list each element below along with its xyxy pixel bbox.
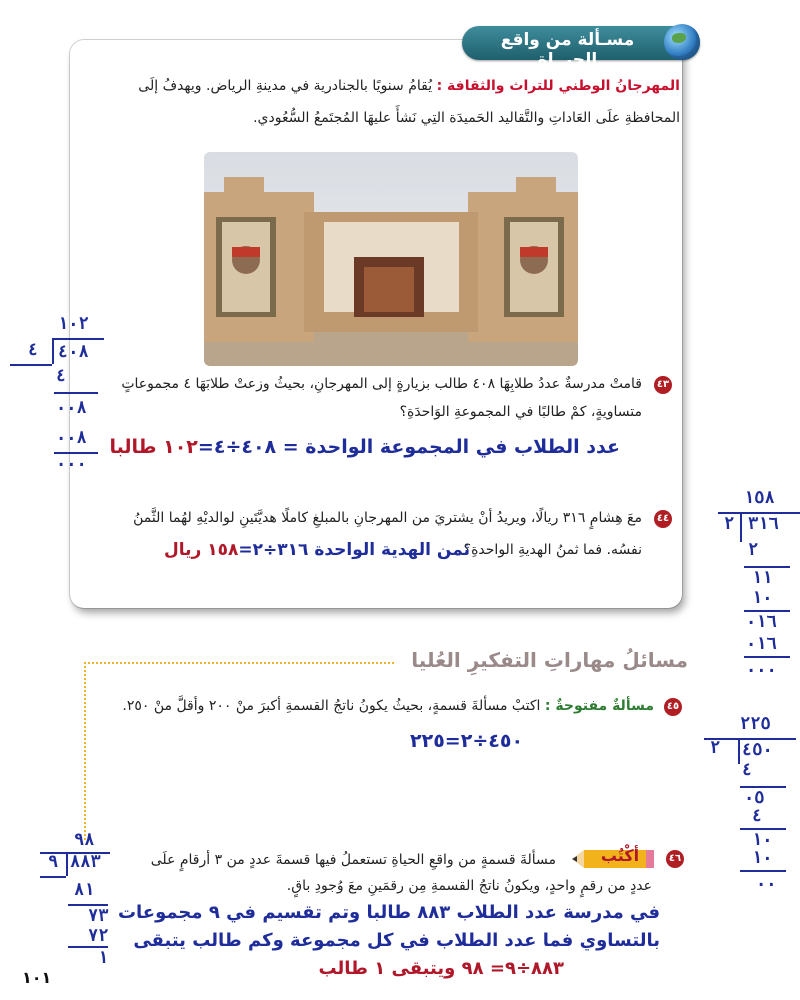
div883-step-3: ٧٢ (88, 926, 109, 946)
write-badge-label: أكْتُب (600, 846, 640, 865)
intro-line-1 (80, 74, 680, 98)
q45-line (54, 694, 654, 718)
banner-title: مسـألة من واقع الحيــاة (500, 30, 635, 70)
div883-quotient: ٩٨ (74, 830, 95, 850)
div883-remainder: ١ (98, 948, 109, 968)
q45-text: اكتبْ مسألةَ قسمةٍ، بحيثُ يكونُ ناتجُ القسمةِ أكبرَ منْ ٢٠٠ وأقلَّ منْ ٢٥٠. (122, 698, 541, 714)
div883-step-1: ٨١ (74, 880, 95, 900)
div316-divisor: ٢ (724, 514, 735, 534)
div883-dividend: ٨٨٣ (70, 852, 101, 872)
q46-line-2: عددٍ من رقمٍ واحدٍ، ويكونُ ناتجُ القسمةِ مِن رقمَينِ معَ وُجودِ باقٍ. (286, 878, 652, 894)
div408-divisor: ٤ (28, 340, 39, 360)
div883-divisor: ٩ (48, 852, 59, 872)
q43-answer-text: عدد الطلاب في المجموعة الواحدة = ٤٠٨÷٤= (197, 436, 620, 458)
intro-highlight: المهرجانُ الوطني للتراث والثقافة : (436, 78, 680, 94)
div450-remainder: ٠٠ (756, 874, 777, 894)
div450-step-4: ١٠ (752, 830, 773, 850)
div450-divisor: ٢ (710, 738, 721, 758)
div316-step-4: ٠١٦ (746, 612, 777, 632)
q43-answer-result: ١٠٢ طالبا (109, 436, 198, 458)
q43-line-1: قامتْ مدرسةٌ عددُ طلابِهَا ٤٠٨ طالب بزيارةٍ إلى المهرجانِ، بحيثُ وزعتْ طلابَهَا ٤ مجموعاتٍ (121, 376, 642, 392)
question-number-46: ٤٦ (666, 850, 684, 868)
div408-remainder: ٠٠٠ (56, 454, 87, 474)
div408-quotient: ١٠٢ (58, 314, 89, 334)
div316-step-5: ٠١٦ (746, 634, 777, 654)
hots-section-title: مسائلُ مهاراتِ التفكيرِ العُليا (411, 648, 688, 672)
question-number-45: ٤٥ (664, 698, 682, 716)
festival-gate-photo (204, 152, 578, 366)
dotted-divider-vertical (84, 662, 86, 840)
dotted-divider (84, 662, 394, 664)
div450-quotient: ٢٢٥ (740, 714, 771, 734)
q44-line-1: معَ هِشامٍ ٣١٦ ريالًا، ويريدُ أنْ يشتريَ من المهرجانِ بالمبلغِ كاملًا هديَّتَينِ لوالديْهِ لهُما الثَّمنُ (133, 510, 642, 526)
q44-answer (164, 540, 470, 560)
div316-quotient: ١٥٨ (744, 488, 775, 508)
intro-line-2: المحافظةِ علَى العَاداتِ والتَّقاليد الحَميدَة التِي نَشأَ عليهَا المُجتَمعُ السُّعُودي. (253, 110, 680, 126)
q44-answer-text: ثمن الهدية الواحدة ٣١٦÷٢= (238, 540, 470, 560)
q46-answer-line-1: في مدرسة عدد الطلاب ٨٨٣ طالبا وتم تقسيم في ٩ مجموعات (117, 902, 660, 923)
div450-step-2: ٠٥ (744, 788, 765, 808)
div408-step-1: ٤ (56, 366, 67, 386)
div316-remainder: ٠٠٠ (746, 660, 777, 680)
globe-icon (664, 24, 700, 60)
q43-answer (109, 436, 620, 458)
div408-step-3: ٠٠٨ (56, 428, 87, 448)
q46-answer-line-2: بالتساوي فما عدد الطلاب في كل مجموعة وكم طالب يتبقى (133, 930, 660, 951)
div408-step-2: ٠٠٨ (56, 398, 87, 418)
page-number: ١٠١ (22, 968, 52, 987)
question-number-44: ٤٤ (654, 510, 672, 528)
div450-step-5: ١٠ (752, 848, 773, 868)
q45-answer: ٤٥٠÷٢=٢٢٥ (410, 730, 524, 752)
q44-answer-result: ١٥٨ ريال (164, 540, 239, 560)
div450-dividend: ٤٥٠ (742, 740, 773, 760)
q46-answer-line-3: ٨٨٣÷٩= ٩٨ ويتبقى ١ طالب (318, 958, 564, 979)
div408-dividend: ٤٠٨ (58, 342, 89, 362)
q44-line-2: نفسُه. فما ثمنُ الهديةِ الواحدةِ؟ (463, 542, 642, 558)
div316-step-2: ١١ (752, 568, 773, 588)
div883-step-2: ٧٣ (88, 906, 109, 926)
div450-step-1: ٤ (742, 760, 753, 780)
q46-line-1: مسألةَ قسمةٍ من واقعِ الحياةِ تستعملُ فيها قسمةَ عددٍ من ٣ أرقامٍ علَى (150, 852, 556, 868)
div316-step-3: ١٠ (752, 588, 773, 608)
question-number-43: ٤٣ (654, 376, 672, 394)
q43-line-2: متساويةٍ، كمْ طالبًا في المجموعةِ الوَاحدَةِ؟ (399, 404, 642, 420)
q45-label: مسألةٌ مفتوحةٌ : (544, 698, 654, 714)
div450-step-3: ٤ (752, 806, 763, 826)
div316-step-1: ٢ (748, 540, 759, 560)
intro-text-1: يُقامُ سنويًا بالجنادرية في مدينةِ الرياض. ويهدفُ إلَى (138, 78, 433, 94)
div316-dividend: ٣١٦ (748, 514, 779, 534)
